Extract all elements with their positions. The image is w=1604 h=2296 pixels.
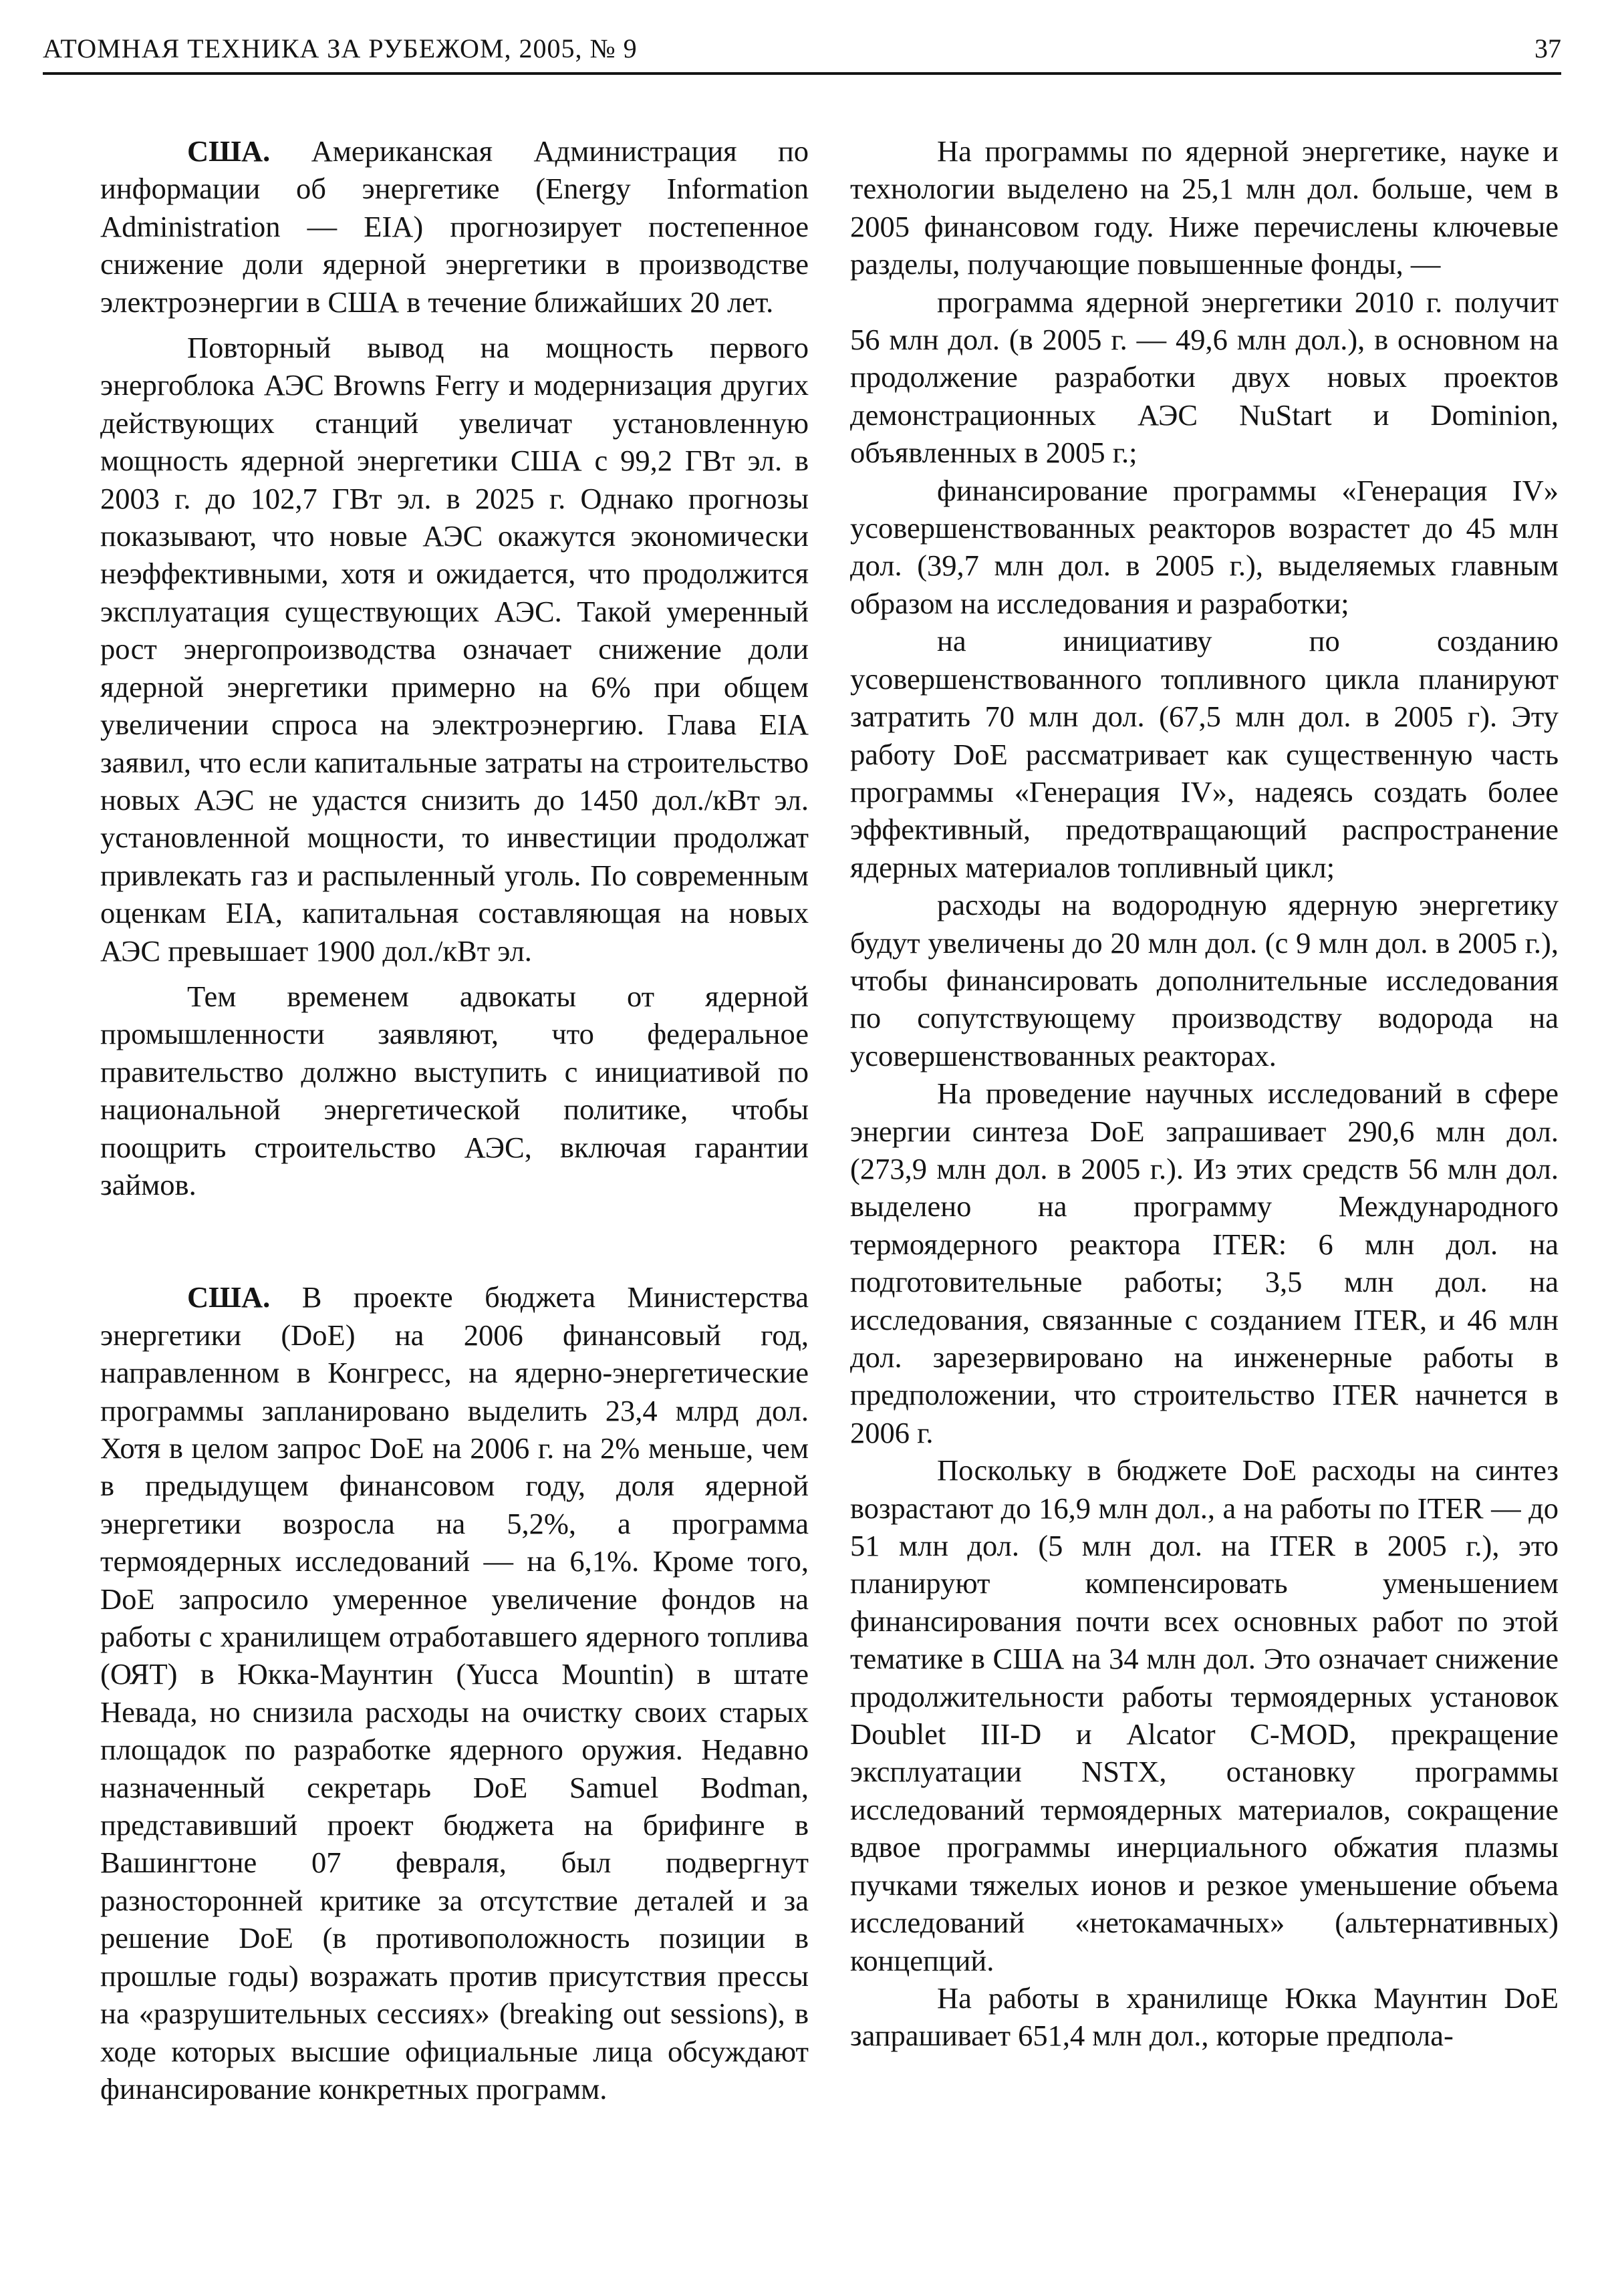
- article-1-paragraph-2: Повторный вывод на мощность первого энергоблока АЭС Browns Ferry и модернизация других действующих станций увеличат установленную мощность ядерной энергетики США с 99,2 ГВт эл. в 2003 г. до 102,7 ГВт эл. в 2025 г. Однако прогнозы показывают, что новые АЭС окажутся экономически неэффективными, хотя и ожидается, что продолжится эксплуатация существующих АЭС. Такой умеренный рост энергопроизводства означает снижение доли ядерной энергетики примерно на 6% при общем увеличении спроса на электроэнергию. Глава EIA заявил, что если капитальные затраты на строительство новых АЭС не удастся снизить до 1450 дол./кВт эл. установленной мощности, то инвестиции продолжат привлекать газ и распыленный уголь. По современным оценкам EIA, капитальная составляющая на новых АЭС превышает 1900 дол./кВт эл.: [100, 331, 809, 968]
- right-paragraph-6: На проведение научных исследований в сфере энергии синтеза DoE запрашивает 290,6 млн дол. (273,9 млн дол. в 2005 г.). Из этих средств 56 млн дол. выделено на программу Международного термоядерного реактора ITER: 6 млн дол. на подготовительные работы; 3,5 млн дол. на исследования, связанные с созданием ITER, и 46 млн дол. зарезервировано на инженерные работы в предположении, что строительство ITER начнется в 2006 г.: [850, 1077, 1559, 1449]
- right-paragraph-8: На работы в хранилище Юкка Маунтин DoE запрашивает 651,4 млн дол., которые предпола-: [850, 1981, 1559, 2053]
- article-1-paragraph-1-text: Американская Администрация по информации об энергетике (Energy Information Administration — EIA) прогнозирует постепенное снижение доли ядерной энергетики в производстве электроэнергии в США в течение ближайших 20 лет.: [100, 134, 809, 319]
- right-paragraph-2: программа ядерной энергетики 2010 г. получит 56 млн дол. (в 2005 г. — 49,6 млн дол.), в основном на продолжение разработки двух новых проектов демонстрационных АЭС NuStart и Dominion, объявленных в 2005 г.;: [850, 285, 1559, 470]
- article-2-paragraph-1-text: В проекте бюджета Министерства энергетики (DoE) на 2006 финансовый год, направленном в Конгресс, на ядерно-энергетические программы запланировано выделить 23,4 млрд дол. Хотя в целом запрос DoE на 2006 г. на 2% меньше, чем в предыдущем финансовом году, доля ядерной энергетики возросла на 5,2%, а программа термоядерных исследований — на 6,1%. Кроме того, DoE запросило умеренное увеличение фондов на работы с хранилищем отработавшего ядерного топлива (ОЯТ) в Юкка-Маунтин (Yucca Mountin) в штате Невада, но снизила расходы на очистку своих старых площадок по разработке ядерного оружия. Недавно назначенный секретарь DoE Samuel Bodman, представивший проект бюджета на брифинге в Вашингтоне 07 февраля, был подвергнут разносторонней критике за отсутствие деталей и за решение DoE (в противоположность позиции в прошлые годы) возражать против присутствия прессы на «разрушительных сессиях» (breaking out sessions), в ходе которых высшие официальные лица обсуждают финансирование конкретных программ.: [100, 1280, 809, 2106]
- article-2-paragraph-1: [100, 1278, 809, 2108]
- article-1-runin-heading: США.: [187, 134, 271, 168]
- right-paragraph-7: Поскольку в бюджете DoE расходы на синтез возрастают до 16,9 млн дол., а на работы по ITER — до 51 млн дол. (5 млн дол. на ITER в 2005 г.), это планируют компенсировать уменьшением финансирования почти всех основных работ по этой тематике в США на 34 млн дол. Это означает снижение продолжительности работы термоядерных установок Doublet III-D и Alcator C-MOD, прекращение эксплуатации NSTX, остановку программы исследований термоядерных материалов, сокращение вдвое программы инерциального обжатия плазмы пучками тяжелых ионов и резкое уменьшение объема исследований «нетокамачных» (альтернативных) концепций.: [850, 1453, 1559, 1977]
- right-paragraph-3: финансирование программы «Генерация IV» усовершенствованных реакторов возрастет до 45 млн дол. (39,7 млн дол. в 2005 г.), выделяемых главным образом на исследования и разработки;: [850, 473, 1559, 620]
- page-header: [43, 29, 1561, 71]
- header-rule: [43, 72, 1561, 75]
- left-column: [100, 132, 809, 2108]
- right-column: [850, 132, 1559, 2055]
- article-2-runin-heading: США.: [187, 1280, 271, 1314]
- right-paragraph-4: на инициативу по созданию усовершенствованного топливного цикла планируют затратить 70 млн дол. (67,5 млн дол. в 2005 г). Эту работу DoE рассматривает как существенную часть программы «Генерация IV», надеясь создать более эффективный, предотвращающий распространение ядерных материалов топливный цикл;: [850, 624, 1559, 884]
- article-1-paragraph-1: [100, 132, 809, 321]
- running-head: АТОМНАЯ ТЕХНИКА ЗА РУБЕЖОМ, 2005, № 9: [43, 33, 638, 63]
- right-paragraph-1: На программы по ядерной энергетике, науке и технологии выделено на 25,1 млн дол. больше, чем в 2005 финансовом году. Ниже перечислены ключевые разделы, получающие повышенные фонды, —: [850, 134, 1559, 281]
- right-paragraph-5: расходы на водородную ядерную энергетику будут увеличены до 20 млн дол. (с 9 млн дол. в 2005 г.), чтобы финансировать дополнительные исследования по сопутствующему производству водорода на усовершенствованных реакторах.: [850, 888, 1559, 1072]
- article-1-paragraph-3: Тем временем адвокаты от ядерной промышленности заявляют, что федеральное правительство должно выступить с инициативой по национальной энергетической политике, чтобы поощрить строительство АЭС, включая гарантии займов.: [100, 979, 809, 1201]
- page-number: 37: [1534, 33, 1561, 63]
